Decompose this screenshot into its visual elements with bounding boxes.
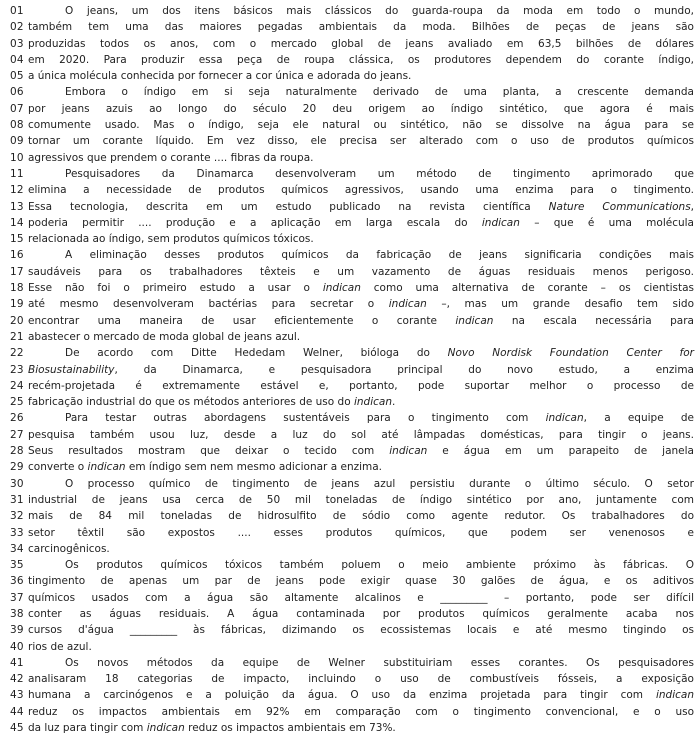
line-text (28, 704, 700, 720)
line-number: 11 (10, 167, 24, 180)
line-number: 40 (10, 640, 24, 653)
text-segment: comumente usado. Mas o índigo, seja ele natural ou sintético, não se dissolve na água para se (28, 119, 694, 132)
line-number: 42 (10, 673, 24, 686)
text-segment: –, mas um grande desafio tem sido (426, 298, 694, 311)
line-number: 41 (10, 656, 24, 669)
text-segment: recém-projetada é extremamente estável e, portanto, pode suportar melhor o processo de (28, 379, 694, 392)
text-segment: tornar um corante líquido. Em vez disso, ele precisa ser alterado com o uso de produtos químicos (28, 135, 694, 148)
text-segment: O processo químico de tingimento de jeans azul persistiu durante o último século. O setor (65, 477, 694, 490)
line-text (28, 345, 700, 361)
line-text (28, 166, 700, 182)
passage-line (0, 704, 700, 720)
line-number: 36 (10, 575, 24, 588)
text-segment: na escala necessária para (493, 314, 694, 327)
text-segment: em 2020. Para produzir essa peça de roupa clássica, os produtores dependem do corante índigo, (28, 53, 694, 66)
passage-line (0, 557, 700, 573)
passage-line (0, 573, 700, 589)
line-number: 20 (10, 314, 24, 327)
passage-line (0, 525, 700, 541)
line-text (28, 19, 700, 35)
text-segment: reduz os impactos ambientais em 73%. (184, 722, 396, 735)
passage-line (0, 199, 700, 215)
line-text (28, 508, 700, 524)
text-segment: Embora o índigo em si seja naturalmente derivado de uma planta, a crescente demanda (65, 86, 694, 99)
passage-line (0, 231, 700, 247)
line-text (28, 606, 700, 622)
passage-line (0, 296, 700, 312)
line-text (28, 3, 700, 19)
text-segment: Para testar outras abordagens sustentáveis para o tingimento com (65, 412, 546, 425)
line-number: 23 (10, 363, 24, 376)
line-number: 12 (10, 184, 24, 197)
text-segment: Os produtos químicos tóxicos também poluem o meio ambiente próximo às fábricas. O (65, 559, 694, 572)
text-segment: da luz para tingir com (28, 722, 147, 735)
line-number: 13 (10, 200, 24, 213)
line-number: 19 (10, 298, 24, 311)
text-segment: agressivos que prendem o corante .... fibras da roupa. (28, 151, 314, 164)
line-text (28, 329, 700, 345)
line-text (28, 525, 700, 541)
passage-line (0, 329, 700, 345)
text-segment: abastecer o mercado de moda global de jeans azul. (28, 330, 301, 343)
text-segment: Essa tecnologia, descrita em um estudo publicado na revista científica (28, 200, 549, 213)
text-segment: poderia permitir .... produção e a aplicação em larga escala do (28, 216, 482, 229)
line-text (28, 541, 700, 557)
text-segment: relacionada ao índigo, sem produtos químicos tóxicos. (28, 233, 314, 246)
text-segment: saudáveis para os trabalhadores têxteis e um vazamento de águas residuais menos perigoso. (28, 265, 694, 278)
passage-line (0, 36, 700, 52)
passage-line (0, 378, 700, 394)
line-number: 05 (10, 70, 24, 83)
text-segment: reduz os impactos ambientais em 92% em comparação com o tingimento convencional, e o uso (28, 705, 694, 718)
line-text (28, 427, 700, 443)
italic-term: Biosustainability (28, 363, 115, 376)
passage-line (0, 541, 700, 557)
passage-line (0, 133, 700, 149)
line-text (28, 36, 700, 52)
text-segment: pesquisa também usou luz, desde a luz do sol até lâmpadas domésticas, para tingir o jeans. (28, 428, 694, 441)
line-number: 03 (10, 37, 24, 50)
line-text (28, 590, 700, 606)
line-number: 31 (10, 493, 24, 506)
passage-line (0, 443, 700, 459)
line-number: 28 (10, 445, 24, 458)
line-number: 07 (10, 102, 24, 115)
line-number: 34 (10, 542, 24, 555)
line-number: 44 (10, 705, 24, 718)
passage-line (0, 84, 700, 100)
line-text (28, 362, 700, 378)
passage-line (0, 590, 700, 606)
text-segment: químicos usados com a água são altamente alcalinos e _________ – portanto, pode ser difícil (28, 591, 694, 604)
text-segment: , (690, 200, 695, 213)
text-segment: produzidas todos os anos, com o mercado global de jeans avaliado em 63,5 bilhões de dólares (28, 37, 694, 50)
text-segment: também tem uma das maiores pegadas ambientais da moda. Bilhões de peças de jeans são (28, 21, 694, 34)
italic-term: indican (87, 461, 126, 474)
text-segment: setor têxtil são expostos .... esses produtos químicos, que podem ser venenosos e (28, 526, 694, 539)
text-segment: . (392, 396, 396, 409)
passage-line (0, 247, 700, 263)
text-segment: Os novos métodos da equipe de Welner substituiriam esses corantes. Os pesquisadores (65, 656, 694, 669)
passage-line (0, 508, 700, 524)
line-text (28, 639, 700, 655)
line-text (28, 84, 700, 100)
line-number: 22 (10, 347, 24, 360)
line-text (28, 52, 700, 68)
text-segment: e água em um parapeito de janela (427, 445, 694, 458)
text-segment: conter as águas residuais. A água contaminada por produtos químicos geralmente acaba nos (28, 607, 694, 620)
line-number: 09 (10, 135, 24, 148)
text-segment: Seus resultados mostram que deixar o tecido com (28, 445, 390, 458)
line-text (28, 247, 700, 263)
line-text (28, 150, 700, 166)
text-segment: analisaram 18 categorias de impacto, incluindo o uso de combustíveis fósseis, a exposição (28, 673, 694, 686)
text-segment: até mesmo desenvolveram bactérias para secretar o (28, 298, 389, 311)
text-segment: a única molécula conhecida por fornecer a cor única e adorada do jeans. (28, 70, 412, 83)
line-number: 26 (10, 412, 24, 425)
line-number: 17 (10, 265, 24, 278)
passage-line (0, 280, 700, 296)
passage-line (0, 410, 700, 426)
line-text (28, 476, 700, 492)
line-text (28, 655, 700, 671)
passage-line (0, 264, 700, 280)
line-text (28, 215, 700, 231)
italic-term: Novo Nordisk Foundation Center for (447, 347, 694, 360)
text-segment: A eliminação desses produtos químicos da fabricação de jeans significaria condições mais (65, 249, 694, 262)
line-text (28, 231, 700, 247)
line-number: 39 (10, 624, 24, 637)
text-segment: – que é uma molécula (519, 216, 694, 229)
line-text (28, 410, 700, 426)
italic-term: indican (353, 396, 392, 409)
line-number: 02 (10, 21, 24, 34)
italic-term: indican (455, 314, 494, 327)
passage-line (0, 52, 700, 68)
line-text (28, 296, 700, 312)
line-text (28, 199, 700, 215)
text-segment: , a equipe de (583, 412, 695, 425)
line-number: 15 (10, 233, 24, 246)
text-segment: converte o (28, 461, 88, 474)
line-text (28, 492, 700, 508)
text-segment: em índigo sem nem mesmo adicionar a enzima. (125, 461, 383, 474)
italic-term: indican (146, 722, 185, 735)
line-number: 27 (10, 428, 24, 441)
line-number: 24 (10, 379, 24, 392)
passage-line (0, 362, 700, 378)
text-segment: tingimento de apenas um par de jeans pode exigir quase 30 galões de água, e os aditivos (28, 575, 694, 588)
line-number: 10 (10, 151, 24, 164)
text-segment: Esse não foi o primeiro estudo a usar o (28, 282, 323, 295)
line-number: 08 (10, 119, 24, 132)
text-segment: como uma alternativa de corante – os cientistas (360, 282, 694, 295)
line-number: 43 (10, 689, 24, 702)
line-text (28, 280, 700, 296)
passage-line (0, 19, 700, 35)
passage-line (0, 117, 700, 133)
line-number: 45 (10, 722, 24, 735)
line-number: 29 (10, 461, 24, 474)
line-number: 04 (10, 53, 24, 66)
text-segment: elimina a necessidade de produtos químicos agressivos, usando uma enzima para o tingimento. (28, 184, 694, 197)
passage-line (0, 622, 700, 638)
text-segment: , da Dinamarca, e pesquisadora principal do novo estudo, a enzima (114, 363, 694, 376)
passage-line (0, 345, 700, 361)
passage-line (0, 394, 700, 410)
text-segment: rios de azul. (28, 640, 92, 653)
text-segment: industrial de jeans usa cerca de 50 mil toneladas de índigo sintético por ano, juntamente com (28, 493, 694, 506)
line-number: 16 (10, 249, 24, 262)
line-text (28, 622, 700, 638)
line-text (28, 313, 700, 329)
line-text (28, 133, 700, 149)
text-segment: humana a carcinógenos e a poluição da água. O uso da enzima projetada para tingir com (28, 689, 656, 702)
italic-term: indican (655, 689, 694, 702)
passage-line (0, 101, 700, 117)
passage-line (0, 459, 700, 475)
italic-term: indican (388, 298, 427, 311)
passage-line (0, 687, 700, 703)
line-text (28, 459, 700, 475)
line-number: 35 (10, 559, 24, 572)
passage-line (0, 166, 700, 182)
passage-line (0, 639, 700, 655)
line-text (28, 378, 700, 394)
passage-line (0, 3, 700, 19)
line-text (28, 264, 700, 280)
line-text (28, 573, 700, 589)
passage-line (0, 671, 700, 687)
text-segment: De acordo com Ditte Hededam Welner, bióloga do (65, 347, 448, 360)
line-number: 18 (10, 282, 24, 295)
line-text (28, 68, 700, 84)
line-number: 21 (10, 330, 24, 343)
line-text (28, 687, 700, 703)
line-text (28, 557, 700, 573)
text-segment: mais de 84 mil toneladas de hidrosulfito de sódio como agente redutor. Os trabalhadores do (28, 510, 694, 523)
italic-term: indican (389, 445, 428, 458)
line-number: 38 (10, 607, 24, 620)
passage-line (0, 720, 700, 736)
text-segment: encontrar uma maneira de usar eficientemente o corante (28, 314, 456, 327)
line-text (28, 101, 700, 117)
italic-term: indican (545, 412, 584, 425)
italic-term: indican (481, 216, 520, 229)
line-number: 37 (10, 591, 24, 604)
line-number: 25 (10, 396, 24, 409)
italic-term: Nature Communications (548, 200, 691, 213)
text-segment: Pesquisadores da Dinamarca desenvolveram um método de tingimento aprimorado que (65, 167, 694, 180)
passage-line (0, 427, 700, 443)
line-number: 33 (10, 526, 24, 539)
line-text (28, 394, 700, 410)
passage-line (0, 150, 700, 166)
line-text (28, 117, 700, 133)
passage-line (0, 492, 700, 508)
italic-term: indican (322, 282, 361, 295)
text-segment: carcinogênicos. (28, 542, 110, 555)
line-number: 01 (10, 5, 24, 17)
text-segment: fabricação industrial do que os métodos anteriores de uso do (28, 396, 354, 409)
line-text (28, 182, 700, 198)
text-segment: por jeans azuis ao longo do século 20 deu origem ao índigo sintético, que agora é mais (28, 102, 694, 115)
passage-line (0, 68, 700, 84)
text-segment: cursos d'água _________ às fábricas, dizimando os ecossistemas locais e até mesmo tingindo os (28, 624, 694, 637)
passage-line (0, 313, 700, 329)
line-number: 06 (10, 86, 24, 99)
passage-line (0, 182, 700, 198)
line-text (28, 720, 700, 736)
line-number: 30 (10, 477, 24, 490)
line-text (28, 443, 700, 459)
passage-line (0, 476, 700, 492)
line-number: 32 (10, 510, 24, 523)
passage-line (0, 655, 700, 671)
passage-line (0, 606, 700, 622)
passage-line (0, 215, 700, 231)
text-segment: O jeans, um dos itens básicos mais clássicos do guarda-roupa da moda em todo o mundo, (65, 5, 694, 17)
line-number: 14 (10, 216, 24, 229)
line-text (28, 671, 700, 687)
